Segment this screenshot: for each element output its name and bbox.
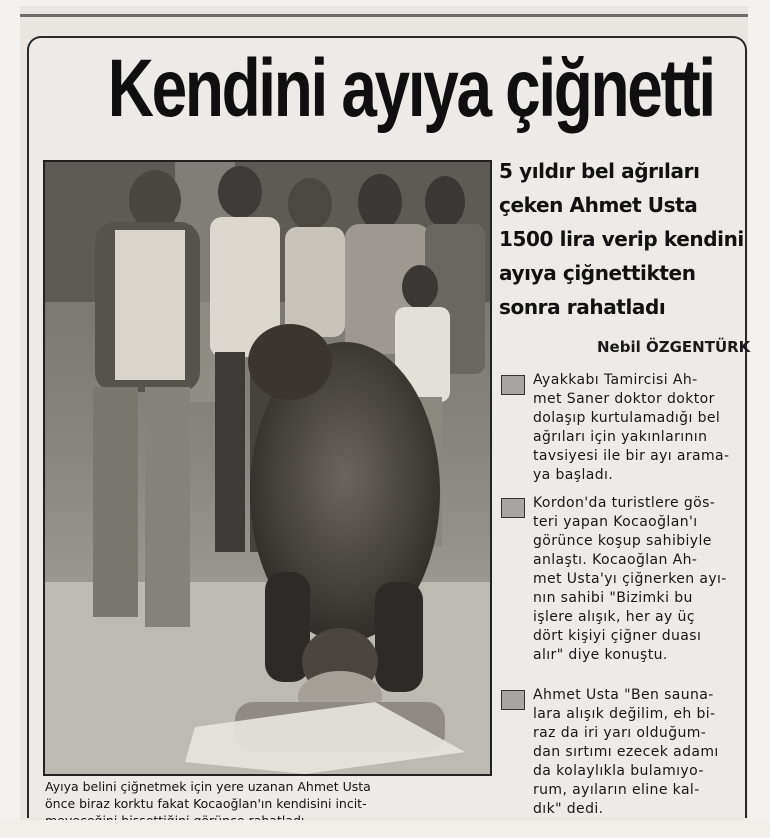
- news-clipping: [27, 36, 751, 818]
- paragraph-line: dık" dedi.: [533, 801, 604, 817]
- subhead-line: ayıya çiğnettikten: [499, 261, 696, 285]
- byline: Nebil ÖZGENTÜRK: [597, 338, 751, 356]
- caption-line: önce biraz korktu fakat Kocaoğlan'ın kendisini incit-: [45, 796, 367, 811]
- paragraph-line: met Usta'yı çiğnerken ayı-: [533, 571, 727, 587]
- paragraph-bullet-box: [501, 690, 525, 710]
- paragraph-line: rum, ayıların eline kal-: [533, 782, 700, 798]
- paragraph-line: ya başladı.: [533, 467, 614, 483]
- paragraph-line: dört kişiyi çiğner duası: [533, 628, 702, 644]
- paragraph-line: Ayakkabı Tamircisi Ah-: [533, 372, 698, 388]
- article-paragraph: [499, 494, 749, 665]
- paragraph-bullet-box: [501, 375, 525, 395]
- paragraph-line: lara alışık değilim, eh bi-: [533, 706, 716, 722]
- subhead-line: çeken Ahmet Usta: [499, 193, 698, 217]
- paragraph-line: met Saner doktor doktor: [533, 391, 715, 407]
- subhead-line: sonra rahatladı: [499, 295, 666, 319]
- paragraph-line: da kolaylıkla bulamıyo-: [533, 763, 704, 779]
- paragraph-line: dan sırtımı ezecek adamı: [533, 744, 719, 760]
- bottom-margin: [0, 820, 770, 838]
- caption-line: Ayıya belini çiğnetmek için yere uzanan Ahmet Usta: [45, 779, 371, 794]
- top-rule: [20, 14, 748, 17]
- paragraph-line: alır" diye konuştu.: [533, 647, 668, 663]
- subhead-line: 5 yıldır bel ağrıları: [499, 159, 700, 183]
- news-photo: [43, 160, 492, 776]
- paragraph-line: nın sahibi "Bizimki bu: [533, 590, 693, 606]
- paragraph-line: işlere alışık, her ay üç: [533, 609, 695, 625]
- article-paragraph: [499, 371, 749, 485]
- paragraph-line: Kordon'da turistlere gös-: [533, 495, 716, 511]
- headline: Kendini ayıya çiğnetti: [107, 43, 714, 134]
- subheadline: [499, 154, 749, 324]
- paragraph-line: dolaşıp kurtulamadığı bel: [533, 410, 721, 426]
- paragraph-line: görünce koşup sahibiyle: [533, 533, 712, 549]
- bear-photo-illustration: [45, 162, 490, 774]
- paragraph-line: Ahmet Usta "Ben sauna-: [533, 687, 714, 703]
- paragraph-line: teri yapan Kocaoğlan'ı: [533, 514, 698, 530]
- paragraph-bullet-box: [501, 498, 525, 518]
- paragraph-line: anlaştı. Kocaoğlan Ah-: [533, 552, 698, 568]
- paragraph-line: ağrıları için yakınlarının: [533, 429, 708, 445]
- subhead-line: 1500 lira verip kendini: [499, 227, 744, 251]
- paragraph-line: raz da iri yarı olduğum-: [533, 725, 707, 741]
- article-paragraph: [499, 686, 749, 819]
- paragraph-line: tavsiyesi ile bir ayı arama-: [533, 448, 730, 464]
